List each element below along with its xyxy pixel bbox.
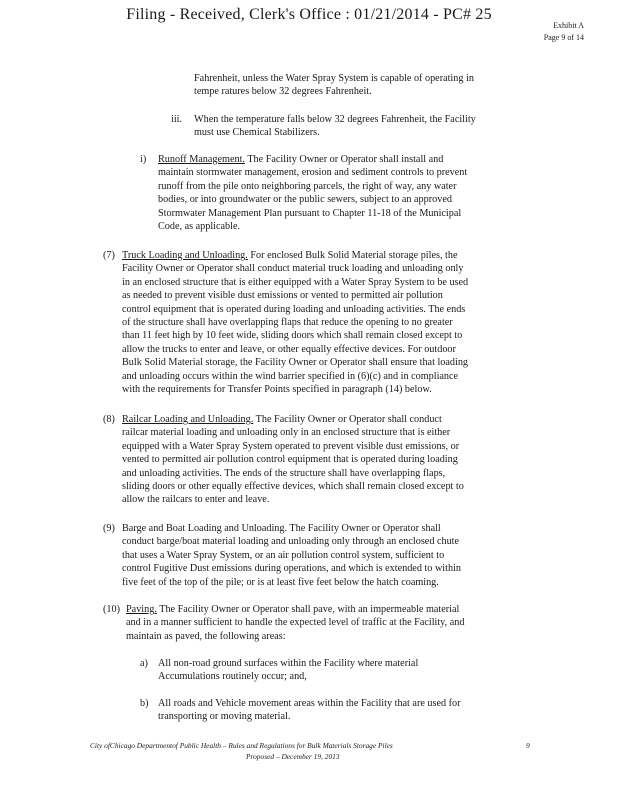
item-a-marker: a) (140, 658, 148, 669)
text-line: as needed to prevent visible dust emissions or vented to permitted air pollution (122, 290, 443, 302)
exhibit-text: Exhibit A (553, 21, 584, 30)
footer-page-number: 9 (526, 741, 530, 750)
text-line: All non-road ground surfaces within the Facility where material (158, 658, 419, 669)
railcar-loading-heading: Railcar Loading and Unloading. (122, 414, 254, 425)
text-line: runoff from the pile onto neighboring parcels, the right of way, any water (158, 180, 457, 192)
text-line: Fahrenheit, unless the Water Spray System is capable of operating in (194, 73, 474, 84)
text-line: and in a manner sufficient to handle the expected level of traffic at the Facility, and (126, 617, 465, 629)
truck-loading-heading: Truck Loading and Unloading. (122, 250, 248, 261)
text-line: in an enclosed structure that is either equipped with a Water Spray System to be used (122, 276, 469, 288)
text-line: equipped with a Water Spray System operated to prevent visible dust emissions, or (122, 440, 460, 452)
text-line: of the structure shall have overlapping flaps that reduce the opening to no greater (122, 317, 453, 329)
barge-loading-heading: Barge and Boat Loading and Unloading. (122, 523, 288, 534)
text-line: sliding doors or other equally effective devices, which shall remain closed except to (122, 481, 464, 493)
para-7-marker: (7) (103, 250, 115, 261)
text-line: vented to permitted air pollution control equipment that is operated during loading (122, 454, 458, 466)
text-line: five feet of the top of the pile; or is at least five feet below the hatch coaming. (122, 576, 439, 588)
footer-line-2: Proposed – December 19, 2013 (246, 752, 340, 761)
text-line: and unloading activities. The ends of the structure shall have overlapping flaps, (122, 467, 446, 479)
para-10-marker: (10) (103, 604, 120, 615)
exhibit-label (544, 20, 584, 44)
text-line: Railcar Loading and Unloading. The Facility Owner or Operator shall conduct (122, 414, 442, 425)
text-line: control Fugitive Dust emissions during operations, and which is extended to within (122, 563, 461, 575)
footer-line-1: City ofChicago Departmentof Public Health – Rules and Regulations for Bulk Materials Storage Piles (90, 741, 393, 750)
para-9-marker: (9) (103, 523, 115, 534)
runoff-management-heading: Runoff Management. (158, 154, 245, 165)
text-line: Paving. The Facility Owner or Operator shall pave, with an impermeable material (126, 604, 460, 615)
text-line: Runoff Management. The Facility Owner or Operator shall install and (158, 154, 444, 165)
text-line: All roads and Vehicle movement areas within the Facility that are used for (158, 698, 461, 709)
text-line: Facility Owner or Operator shall conduct material truck loading and unloading only (122, 263, 464, 275)
text-line: must use Chemical Stabilizers. (194, 127, 320, 139)
para-8-text (122, 413, 464, 507)
continuation-block (194, 72, 474, 99)
text-line: bodies, or into groundwater or the public sewers, subject to an approved (158, 194, 452, 206)
text-line: conduct barge/boat material loading and unloading only through an enclosed chute (122, 536, 460, 548)
item-b-text (158, 697, 461, 724)
item-i-marker: i) (140, 154, 147, 165)
text-line: transporting or moving material. (158, 711, 291, 723)
text-line: and unloading occurs within the wind barrier specified in (6)(c) and in compliance (122, 370, 459, 382)
para-9-text (122, 522, 461, 589)
text-line: control equipment that is operated during loading and unloading activities. The ends (122, 303, 466, 315)
item-a-text (158, 657, 418, 684)
text-line: railcar material loading and unloading only in an enclosed structure that is either (122, 427, 451, 439)
text-line: Accumulations routinely occur; and, (158, 671, 307, 683)
text-line: allow the trucks to enter and leave, or other equally effective devices. For outdoor (122, 343, 456, 355)
para-10-text (126, 603, 464, 643)
text-line: Barge and Boat Loading and Unloading. The Facility Owner or Operator shall (122, 523, 441, 534)
filing-header: Filing - Received, Clerk's Office : 01/21/2014 - PC# 25 (126, 6, 492, 23)
text-line: with the requirements for Transfer Points specified in paragraph (14) below. (122, 384, 432, 396)
text-line: Stormwater Management Plan pursuant to Chapter 11-18 of the Municipal (158, 207, 462, 219)
para-7-text (122, 249, 468, 396)
text-line: Bulk Solid Material storage, the Facility Owner or Operator shall ensure that loading (122, 357, 469, 369)
text-line: maintain as paved, the following areas: (126, 630, 286, 642)
text-line: maintain stormwater management, erosion and sediment controls to prevent (158, 167, 468, 179)
page-count: Page 9 of 14 (543, 33, 584, 42)
item-i-text (158, 153, 467, 233)
item-iii-text (194, 113, 476, 140)
para-8-marker: (8) (103, 414, 115, 425)
item-b-marker: b) (140, 698, 149, 709)
footer (90, 740, 510, 762)
text-line: than 11 feet high by 10 feet wide, sliding doors which shall remain closed except to (122, 330, 463, 342)
item-iii-marker: iii. (171, 114, 183, 125)
paving-heading: Paving. (126, 604, 157, 615)
text-line: allow the railcars to enter and leave. (122, 494, 270, 506)
text-line: When the temperature falls below 32 degrees Fahrenheit, the Facility (194, 114, 476, 125)
text-line: tempe ratures below 32 degrees Fahrenheit. (194, 86, 372, 98)
text-line: Truck Loading and Unloading. For enclosed Bulk Solid Material storage piles, the (122, 250, 458, 261)
text-line: Code, as applicable. (158, 221, 241, 233)
text-line: that uses a Water Spray System, or an air pollution control system, sufficient to (122, 549, 445, 561)
